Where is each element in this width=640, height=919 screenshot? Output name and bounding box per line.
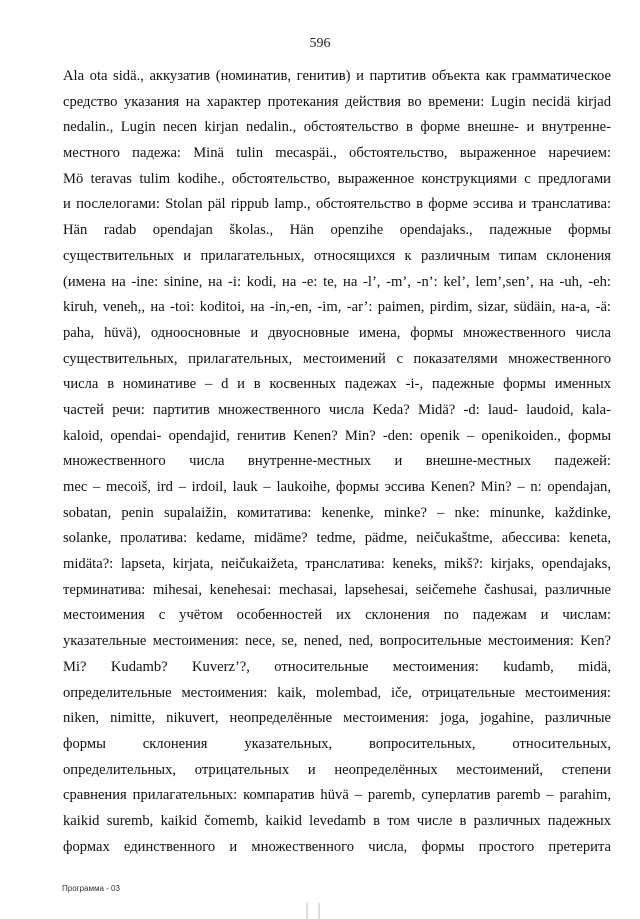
text-line: существительных и прилагательных, относящихся к различным типам склонения	[63, 247, 611, 264]
text-line: местоимения с учётом особенностей их склонения по падежам и числам:	[63, 607, 611, 624]
text-line: определительных, отрицательных и неопределённых местоимений, степени	[63, 761, 611, 778]
text-line: формах единственного и множественного числа, формы простого претерита	[63, 838, 611, 855]
text-line: частей речи: партитив множественного числа Keda? Midä? -d: laud- laudoid, kala-	[63, 401, 611, 418]
text-line: числа в номинативе – d и в косвенных падежах -i-, падежные формы именных	[63, 376, 611, 393]
text-line: mec – mecoiš, ird – irdoil, lauk – laukoihe, формы эссива Kenen? Min? – n: opendajan,	[63, 479, 611, 495]
text-line: терминатива: mihesai, kenehesai: mechasai, lapsehesai, seičemehe čashusai, различные	[63, 581, 611, 598]
text-line: местного падежа: Minä tulin mecaspäi., обстоятельство, выраженное наречием:	[63, 145, 611, 162]
text-line: Ala ota sidä., аккузатив (номинатив, генитив) и партитив объекта как грамматическое	[63, 68, 611, 84]
text-line: и послелогами: Stolan päl rippub lamp., обстоятельство в форме эссива и транслатива:	[63, 196, 611, 213]
text-line: средство указания на характер протекания действия во времени: Lugin necidä kirjad	[63, 93, 611, 110]
text-line: kiruh, veneh,, на -toi: koditoi, на -in,-en, -im, -ar’: paimen, pirdim, sizar, südäin, на-а, -ä:	[63, 299, 611, 316]
text-line: определительные местоимения: kaik, molembad, iče, отрицательные местоимения:	[63, 684, 611, 701]
text-line: Mi? Kudamb? Kuverz’?, относительные местоимения: kudamb, midä,	[63, 658, 611, 675]
text-line: Mö teravas tulim kodihe., обстоятельство, выраженное конструкциями с предлогами	[63, 170, 611, 187]
text-line: Hän radab opendajan školas., Hän openzihe opendajaks., падежные формы	[63, 222, 611, 239]
text-line: midäta?: lapseta, kirjata, neičukaižeta, транслатива: keneks, mikš?: kirjaks, opendajaks,	[63, 556, 611, 573]
text-line: sobatan, penin supalaižin, комитатива: kenenke, minke? – nke: minunke, každinke,	[63, 504, 611, 521]
text-line: сравнения прилагательных: компаратив hüvä – paremb, суперлатив paremb – parahim,	[63, 787, 611, 804]
text-line: kaloid, opendai- opendajid, генитив Kenen? Min? -den: openik – openikoiden., формы	[63, 427, 611, 444]
body-text	[63, 64, 611, 860]
text-line: (имена на -ine: sinine, на -i: kodi, на -e: te, на -l’, -m’, -n’: kel’, lem’,sen’, на -uh, -eh:	[63, 273, 611, 290]
page-number: 596	[309, 36, 331, 51]
text-line: формы склонения указательных, вопросительных, относительных,	[63, 735, 611, 752]
text-line: kaikid suremb, kaikid čomemb, kaikid levedamb в том числе в различных падежных	[63, 812, 611, 829]
text-line: solanke, пролатива: kedame, midäme? tedme, pädme, neičukaštme, абессива: keneta,	[63, 530, 611, 547]
text-line: указательные местоимения: nece, se, nened, ned, вопросительные местоимения: Ken?	[63, 633, 611, 650]
scan-artifact-mark	[306, 903, 308, 919]
text-line: nedalin., Lugin necen kirjan nedalin., обстоятельство в форме внешне- и внутренне-	[63, 119, 611, 136]
text-line: множественного числа внутренне-местных и внешне-местных падежей:	[63, 453, 611, 470]
text-line: существительных, прилагательных, местоимений с показателями множественного	[63, 350, 611, 367]
text-line: paha, hüvä), одноосновные и двуосновные имена, формы множественного числа	[63, 324, 611, 341]
scan-artifact-mark	[318, 903, 320, 919]
page-footer: Программа - 03	[62, 884, 120, 893]
text-line: niken, nimitte, nikuvert, неопределённые местоимения: joga, jogahine, различные	[63, 710, 611, 727]
